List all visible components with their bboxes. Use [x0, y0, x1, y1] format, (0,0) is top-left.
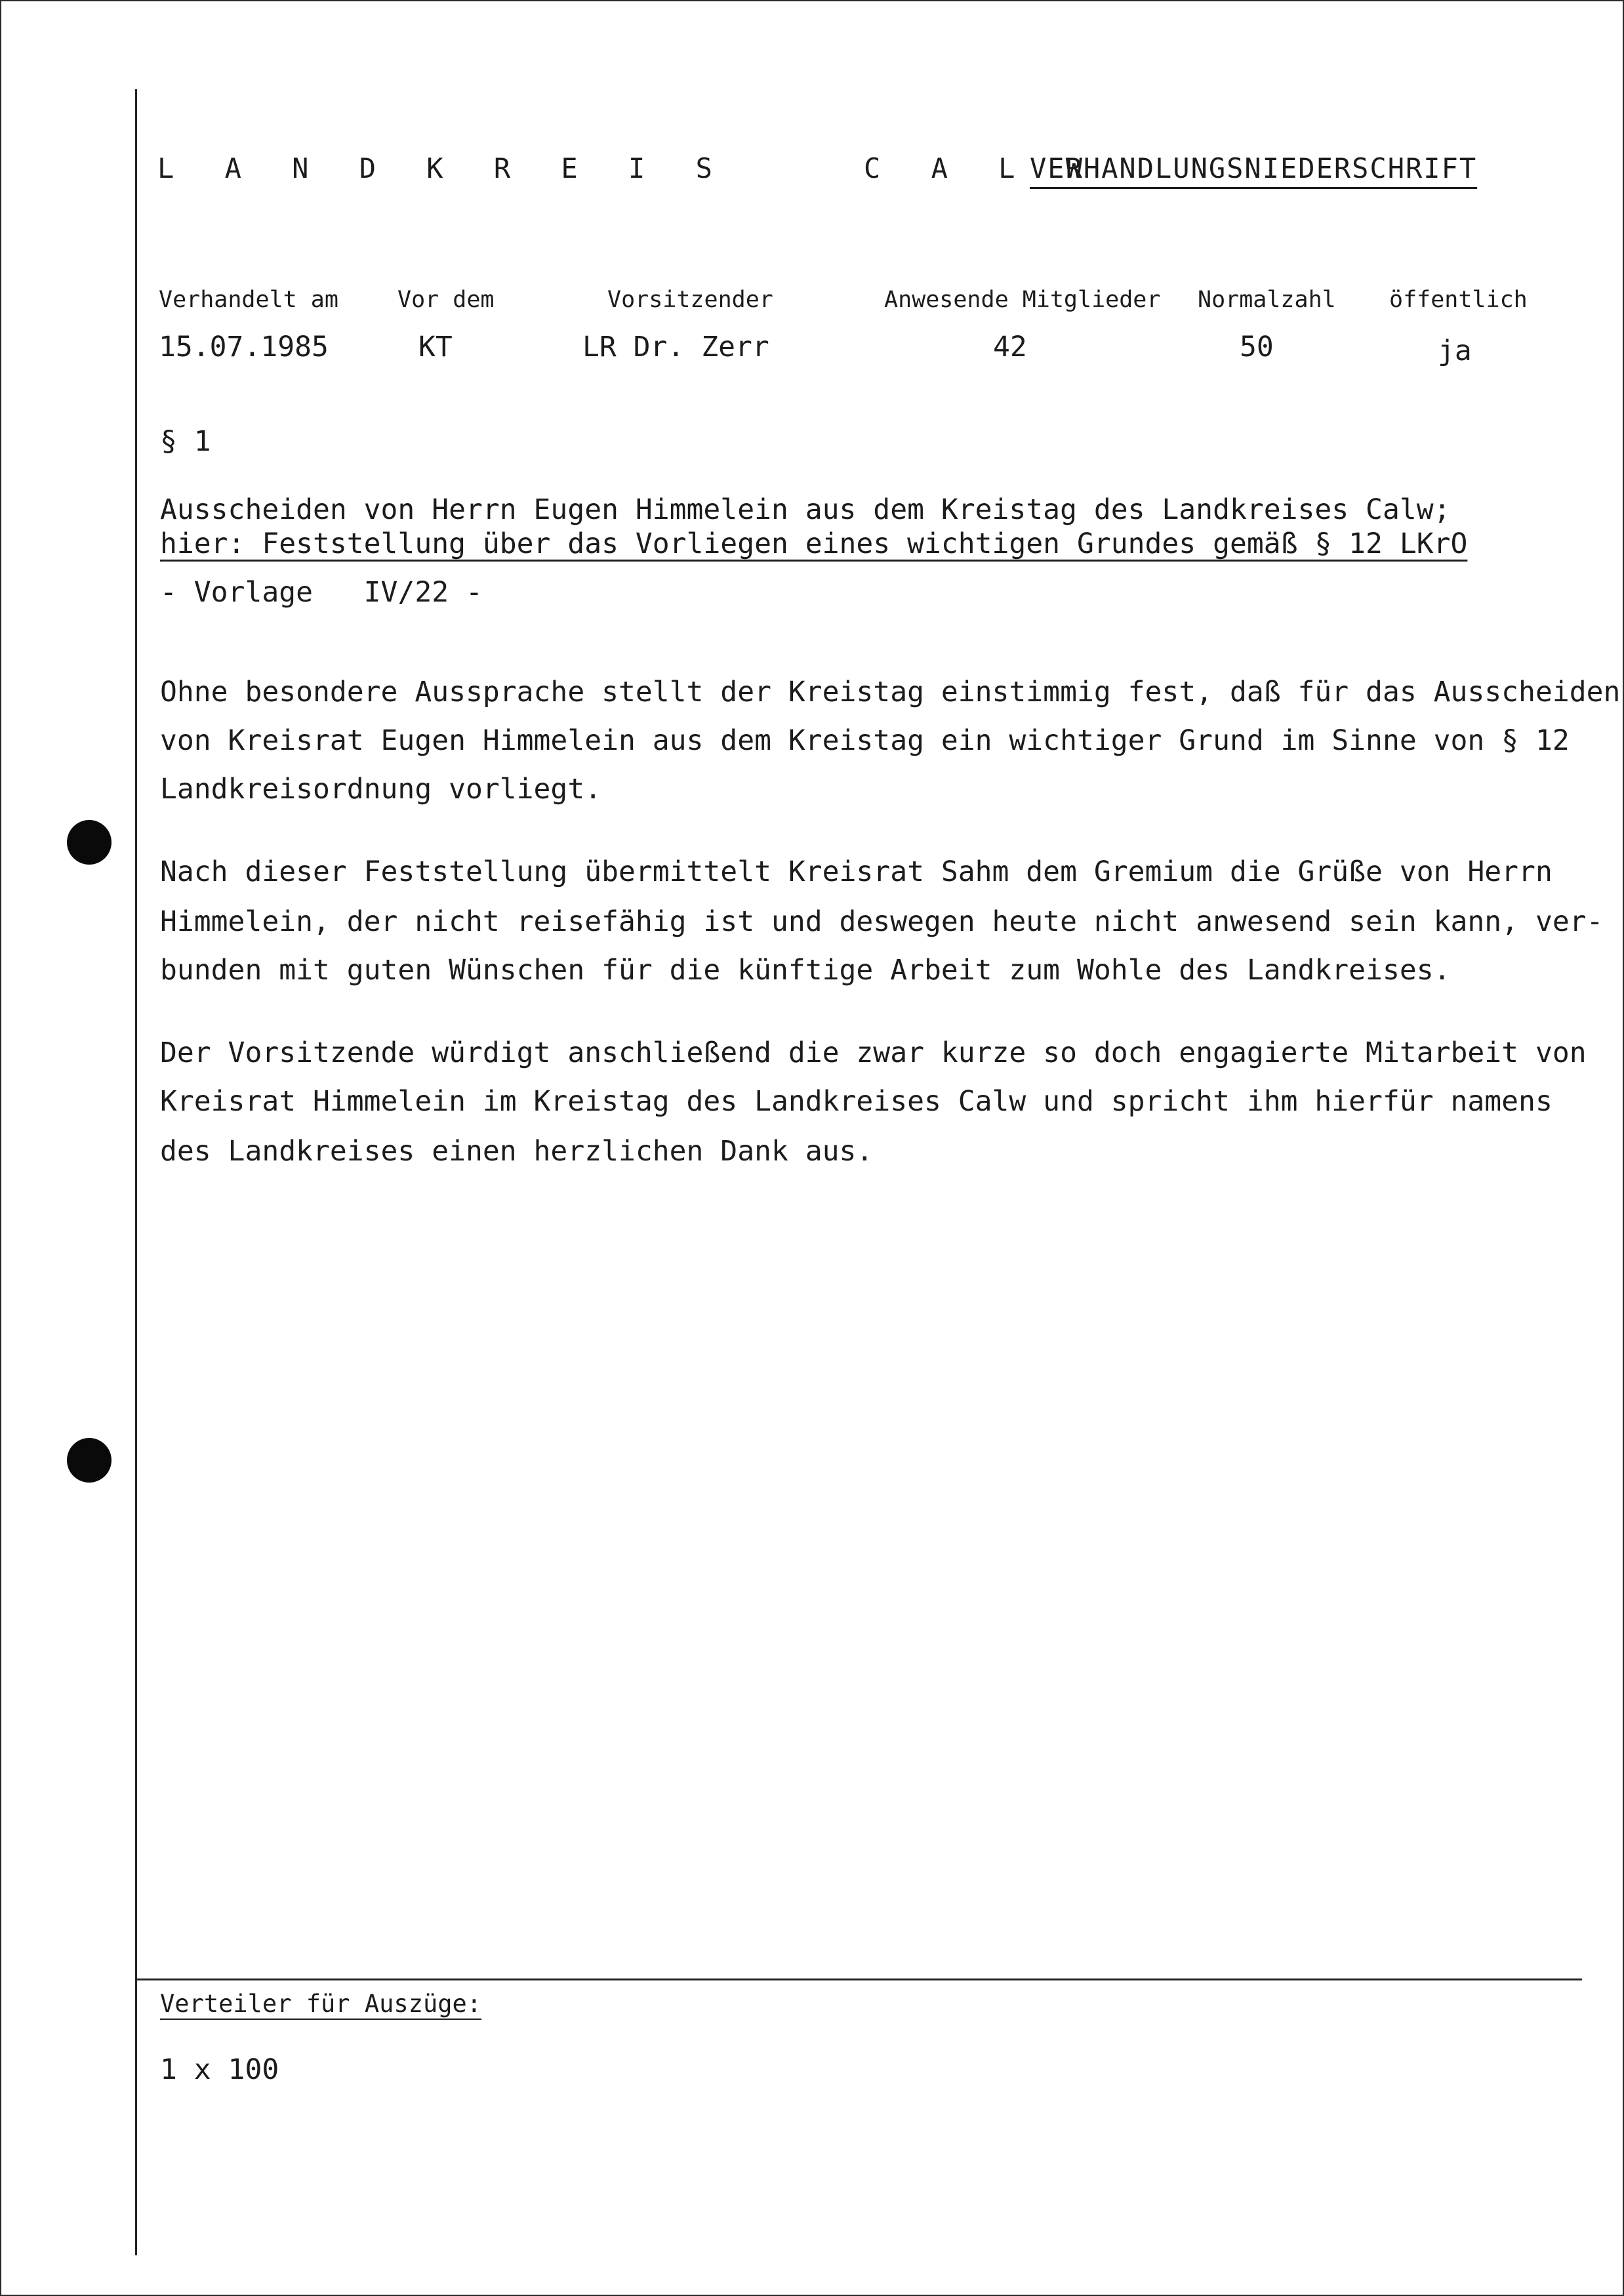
label-chair: Vorsitzender: [607, 287, 773, 313]
value-before: KT: [418, 331, 453, 363]
value-chair: LR Dr. Zerr: [582, 331, 769, 363]
value-date: 15.07.1985: [159, 331, 329, 363]
label-members-present: Anwesende Mitglieder: [884, 287, 1161, 313]
left-margin-rule: [135, 89, 137, 2255]
body-text-line: bunden mit guten Wünschen für die künftige Arbeit zum Wohle des Landkreises.: [160, 954, 1451, 987]
body-text-line: des Landkreises einen herzlichen Dank aus.: [160, 1135, 874, 1168]
label-public: öffentlich: [1389, 287, 1528, 313]
section-number: § 1: [160, 425, 211, 458]
label-date: Verhandelt am: [159, 287, 338, 313]
subject-line-1: Ausscheiden von Herrn Eugen Himmelein aus dem Kreistag des Landkreises Calw;: [160, 493, 1451, 526]
body-text-line: Ohne besondere Aussprache stellt der Kreistag einstimmig fest, daß für das Ausscheiden: [160, 676, 1621, 708]
body-text-line: Himmelein, der nicht reisefähig ist und deswegen heute nicht anwesend sein kann, ver-: [160, 905, 1604, 938]
label-normal-count: Normalzahl: [1198, 287, 1336, 313]
label-before: Vor dem: [397, 287, 495, 313]
body-text-line: Der Vorsitzende würdigt anschließend die zwar kurze so doch engagierte Mitarbeit von: [160, 1036, 1587, 1069]
body-text-line: Landkreisordnung vorliegt.: [160, 773, 602, 806]
distribution-label: Verteiler für Auszüge:: [160, 1990, 482, 2018]
subject-line-2: hier: Feststellung über das Vorliegen eines wichtigen Grundes gemäß § 12 LKrO: [160, 527, 1468, 560]
value-members-present: 42: [993, 331, 1027, 363]
document-type: VERHANDLUNGSNIEDERSCHRIFT: [1030, 152, 1478, 184]
punch-hole: [67, 820, 112, 865]
distribution-value: 1 x 100: [160, 2053, 279, 2086]
body-text-line: von Kreisrat Eugen Himmelein aus dem Kreistag ein wichtiger Grund im Sinne von § 12: [160, 724, 1570, 757]
value-normal-count: 50: [1240, 331, 1274, 363]
body-text-line: Kreisrat Himmelein im Kreistag des Landkreises Calw und spricht ihm hierfür namens: [160, 1085, 1553, 1118]
organization-name: L A N D K R E I S C A L W: [157, 152, 1100, 184]
value-public: ja: [1438, 335, 1472, 367]
vorlage-reference: - Vorlage IV/22 -: [160, 576, 483, 609]
distribution-divider: [135, 1978, 1582, 1980]
body-text-line: Nach dieser Feststellung übermittelt Kreisrat Sahm dem Gremium die Grüße von Herrn: [160, 855, 1553, 888]
punch-hole: [67, 1438, 112, 1483]
